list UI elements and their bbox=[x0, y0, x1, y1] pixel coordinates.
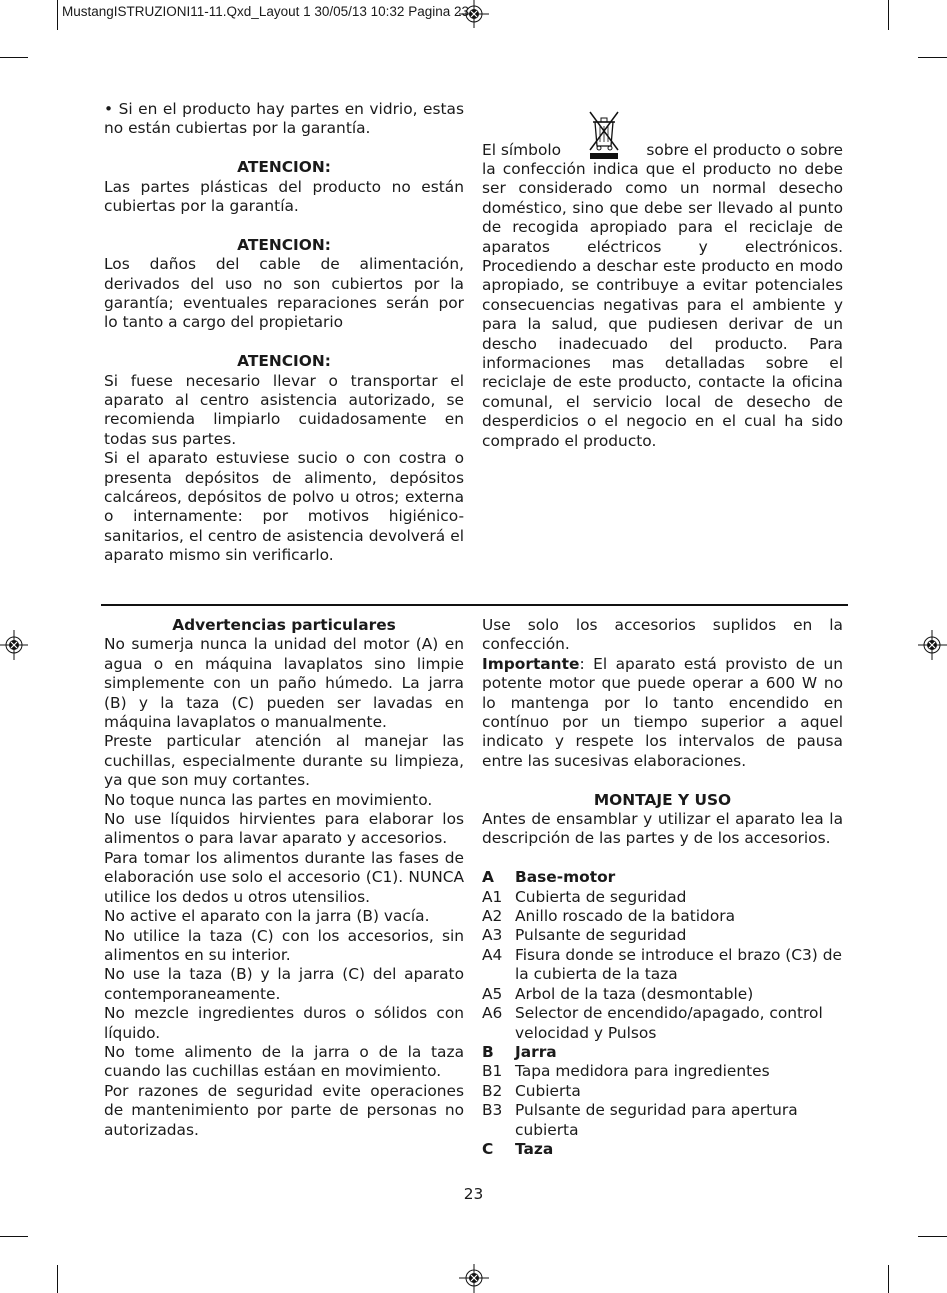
crop-mark bbox=[0, 1236, 28, 1237]
symbol-text-before: El símbolo bbox=[482, 140, 562, 159]
warning-paragraph: Para tomar los alimentos durante las fases de elaboración use solo el accesorio (C1). NUNCA utilice los dedos u otros utensilios. bbox=[104, 848, 464, 906]
file-slug: MustangISTRUZIONI11-11.Qxd_Layout 1 30/05/13 10:32 Pagina 23 bbox=[62, 4, 469, 19]
important-label: Importante bbox=[482, 654, 580, 673]
list-item bbox=[482, 946, 843, 985]
warning-paragraph: No toque nunca las partes en movimiento. bbox=[104, 790, 433, 809]
crop-mark bbox=[918, 57, 947, 58]
list-item bbox=[482, 1043, 843, 1062]
page-number: 23 bbox=[463, 1185, 484, 1203]
assembly-intro: Antes de ensamblar y utilizar el aparato lea la descripción de las partes y de los accesorios. bbox=[482, 810, 843, 848]
registration-mark-icon bbox=[459, 1264, 489, 1293]
warning-paragraph: No tome alimento de la jarra o de la taza cuando las cuchillas estáan en movimiento. bbox=[104, 1042, 464, 1081]
list-item bbox=[482, 985, 843, 1004]
part-code: B2 bbox=[482, 1081, 503, 1100]
part-label: Anillo roscado de la batidora bbox=[515, 907, 736, 926]
special-warnings-heading: Advertencias particulares bbox=[172, 616, 396, 634]
list-item bbox=[482, 1101, 843, 1140]
symbol-line bbox=[482, 110, 843, 160]
warning-paragraph: No use líquidos hirvientes para elaborar los alimentos o para lavar aparato y accesorios. bbox=[104, 810, 464, 848]
list-item bbox=[482, 1082, 843, 1101]
list-item bbox=[482, 926, 843, 945]
warning-paragraph: No active el aparato con la jarra (B) vacía. bbox=[104, 907, 430, 926]
important-text: : El aparato está provisto de un potente motor que puede operar a 600 W no lo mantenga por lo tanto encendido en contínuo por un tiempo superior a aquel indicato y respete los intervalos de pausa entre las sucesivas elaboraciones. bbox=[482, 654, 843, 770]
part-code: A2 bbox=[482, 907, 503, 926]
plastic-parts-note: Las partes plásticas del producto no están cubiertas por la garantía. bbox=[104, 177, 464, 216]
part-label: Jarra bbox=[515, 1042, 557, 1061]
left-top-column bbox=[104, 100, 464, 566]
attention-heading: ATENCION: bbox=[237, 158, 331, 177]
warning-paragraph: No mezcle ingredientes duros o sólidos con líquido. bbox=[104, 1004, 464, 1042]
part-label: Cubierta de seguridad bbox=[515, 887, 687, 906]
list-item bbox=[482, 907, 843, 926]
section-divider bbox=[101, 604, 848, 606]
left-bottom-column bbox=[104, 616, 464, 1140]
part-label: Selector de encendido/apagado, control velocidad y Pulsos bbox=[515, 1004, 823, 1042]
list-item bbox=[482, 888, 843, 907]
warning-paragraph: Por razones de seguridad evite operaciones de mantenimiento por parte de personas no autorizadas. bbox=[104, 1081, 464, 1139]
list-item bbox=[482, 868, 843, 887]
glass-warranty-note: • Si en el producto hay partes en vidrio, estas no están cubiertas por la garantía. bbox=[104, 100, 464, 138]
part-label: Fisura donde se introduce el brazo (C3) de la cubierta de la taza bbox=[515, 945, 842, 984]
crop-mark bbox=[57, 0, 58, 30]
crossed-out-wheelie-bin-icon bbox=[585, 110, 623, 160]
cable-damage-note: Los daños del cable de alimentación, derivados del uso no son cubiertos por la garantía; eventuales reparaciones serán por lo tanto a cargo del propietario bbox=[104, 255, 464, 332]
crop-mark bbox=[888, 1265, 889, 1293]
part-label: Taza bbox=[515, 1139, 554, 1158]
warning-paragraph: No use la taza (B) y la jarra (C) del aparato contemporaneamente. bbox=[104, 965, 464, 1003]
list-item bbox=[482, 1140, 843, 1159]
part-label: Pulsante de seguridad para apertura cubierta bbox=[515, 1101, 798, 1139]
right-bottom-column bbox=[482, 616, 843, 1159]
accessories-note: Use solo los accesorios suplidos en la confección. bbox=[482, 616, 843, 654]
part-code: A4 bbox=[482, 945, 503, 964]
part-label: Base-motor bbox=[515, 868, 616, 887]
registration-mark-icon bbox=[0, 630, 28, 660]
assembly-heading: MONTAJE Y USO bbox=[593, 790, 732, 809]
part-code: B3 bbox=[482, 1101, 503, 1120]
crop-mark bbox=[888, 0, 889, 30]
crop-mark bbox=[57, 1265, 58, 1293]
part-code: A5 bbox=[482, 984, 503, 1003]
part-code: A6 bbox=[482, 1004, 503, 1023]
part-code: A3 bbox=[482, 926, 503, 945]
warning-paragraph: Preste particular atención al manejar las cuchillas, especialmente durante su limpieza, ya que son muy cortantes. bbox=[104, 732, 464, 790]
part-code: A1 bbox=[482, 887, 503, 906]
part-label: Arbol de la taza (desmontable) bbox=[515, 984, 754, 1003]
part-label: Cubierta bbox=[515, 1081, 581, 1100]
part-label: Pulsante de seguridad bbox=[515, 926, 687, 945]
dirty-appliance-note: Si el aparato estuviese sucio o con costra o presenta depósitos de alimento, depósitos calcáreos, depósitos de polvo u otros; externa o internamente: por motivos higiénico-sanitarios, el centro de asistencia devolverá el aparato mismo sin verificarlo. bbox=[104, 449, 464, 565]
weee-disposal-text: la confección indica que el producto no debe ser considerado como un normal desecho doméstico, sino que debe ser llevado al punto de recogida apropiado para el reciclaje de aparatos eléctricos y electrónicos. Procediendo a deschar este producto en modo apropiado, se contribuye a evitar potenciales consecuencias negativas para el ambiente y para la salud, que pudiesen derivar de un descho inadecuado del producto. Para informaciones mas detalladas sobre el reciclaje de este producto, contacte la oficina comunal, el servicio local de desecho de desperdicios o el negocio en el cual ha sido comprado el producto. bbox=[482, 160, 843, 450]
crop-mark bbox=[918, 1236, 947, 1237]
crop-mark bbox=[0, 57, 28, 58]
transport-note: Si fuese necesario llevar o transportar el aparato al centro asistencia autorizado, se recomienda limpiarlo cuidadosamente en todas sus partes. bbox=[104, 371, 464, 448]
part-code: C bbox=[482, 1139, 494, 1158]
important-note bbox=[482, 655, 843, 771]
symbol-text-after: sobre el producto o sobre bbox=[646, 140, 843, 159]
warning-paragraph: No sumerja nunca la unidad del motor (A) en agua o en máquina lavaplatos sino limpie simplemente con un paño húmedo. La jarra (B) y la taza (C) pueden ser lavadas en máquina lavaplatos o manualmente. bbox=[104, 635, 464, 732]
part-code: A bbox=[482, 868, 494, 887]
warning-paragraph: No utilice la taza (C) con los accesorios, sin alimentos en su interior. bbox=[104, 926, 464, 964]
list-item bbox=[482, 1004, 843, 1043]
attention-heading: ATENCION: bbox=[237, 235, 331, 254]
part-label: Tapa medidora para ingredientes bbox=[515, 1062, 770, 1081]
part-code: B1 bbox=[482, 1062, 503, 1081]
list-item bbox=[482, 1062, 843, 1081]
parts-list bbox=[482, 868, 843, 1159]
right-top-column bbox=[482, 110, 843, 451]
part-code: B bbox=[482, 1042, 494, 1061]
attention-heading: ATENCION: bbox=[237, 352, 331, 371]
registration-mark-icon bbox=[918, 630, 947, 660]
